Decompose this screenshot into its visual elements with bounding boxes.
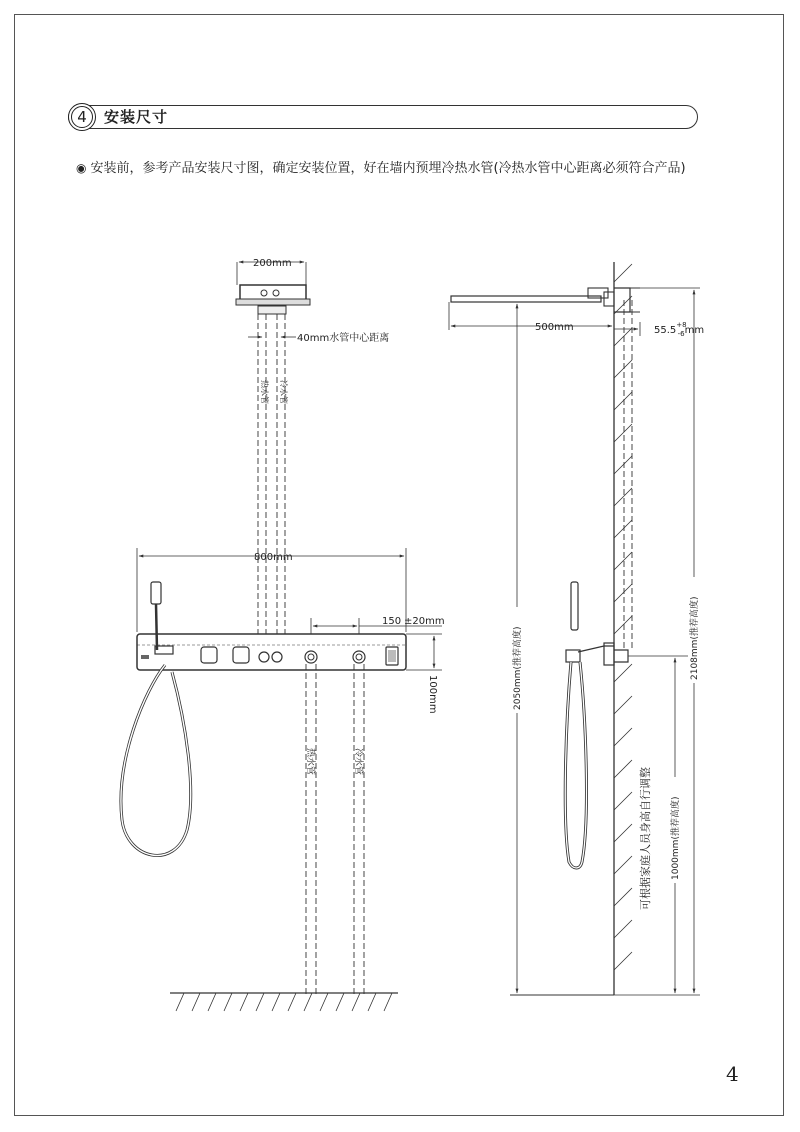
dim-500-label: 500mm [535, 322, 574, 333]
dim-55-tol-upper: +8 [676, 321, 687, 329]
dim-100-label: 100mm [427, 675, 438, 714]
top-pipes [258, 314, 285, 660]
dim-55-line [614, 322, 640, 336]
dim-55-label [654, 321, 704, 338]
dim-100-line [406, 634, 442, 670]
dim-1000-label: 1000mm(推荐高度) [671, 796, 681, 880]
pipe-label-cold-top: 冷水管 [279, 380, 288, 404]
dim-2108-line [614, 288, 700, 995]
side-view [449, 262, 700, 995]
note-text: 安装前，参考产品安装尺寸图，确定安装位置，好在墙内预埋冷热水管(冷热水管中心距离必须符合产品) [90, 161, 686, 176]
hand-shower [121, 582, 191, 855]
note-bullet-icon: ◉ [76, 161, 87, 175]
top-mount-box [236, 285, 310, 314]
pipe-label-hot-top: 热水管 [260, 380, 269, 404]
shower-panel [137, 634, 406, 670]
section-number: 4 [68, 103, 96, 131]
dim-55-tol-lower: -6 [677, 330, 685, 338]
section-title: 安装尺寸 [104, 108, 169, 126]
page-number: 4 [726, 1062, 739, 1086]
dim-800-label: 800mm [254, 552, 293, 563]
bottom-pipes [306, 664, 364, 995]
dim-2050-label: 2050mm(推荐高度) [513, 626, 523, 710]
dim-2108-label: 2108mm(推荐高度) [690, 596, 700, 680]
pipe-label-hot-bottom: 热水管 [305, 748, 315, 776]
adjust-note: 可根据家庭人员身高自行调整 [639, 767, 652, 910]
dim-40-label: 40mm水管中心距离 [297, 333, 390, 344]
wall [614, 262, 632, 995]
pipe-label-cold-bottom: 冷水管 [353, 748, 363, 776]
dim-150-tolerance: ±20mm [404, 616, 445, 627]
wall-pipes [624, 300, 632, 650]
overhead-shower [451, 288, 640, 312]
dim-55-value: 55.5 [654, 325, 677, 336]
front-view [121, 262, 442, 1011]
dim-500-line [449, 302, 612, 330]
dim-55-unit: mm [684, 325, 705, 336]
side-hand-shower [565, 582, 628, 868]
floor-line [170, 993, 398, 1011]
dim-200-label: 200mm [253, 258, 292, 269]
dim-150-label: 150 [382, 616, 402, 627]
